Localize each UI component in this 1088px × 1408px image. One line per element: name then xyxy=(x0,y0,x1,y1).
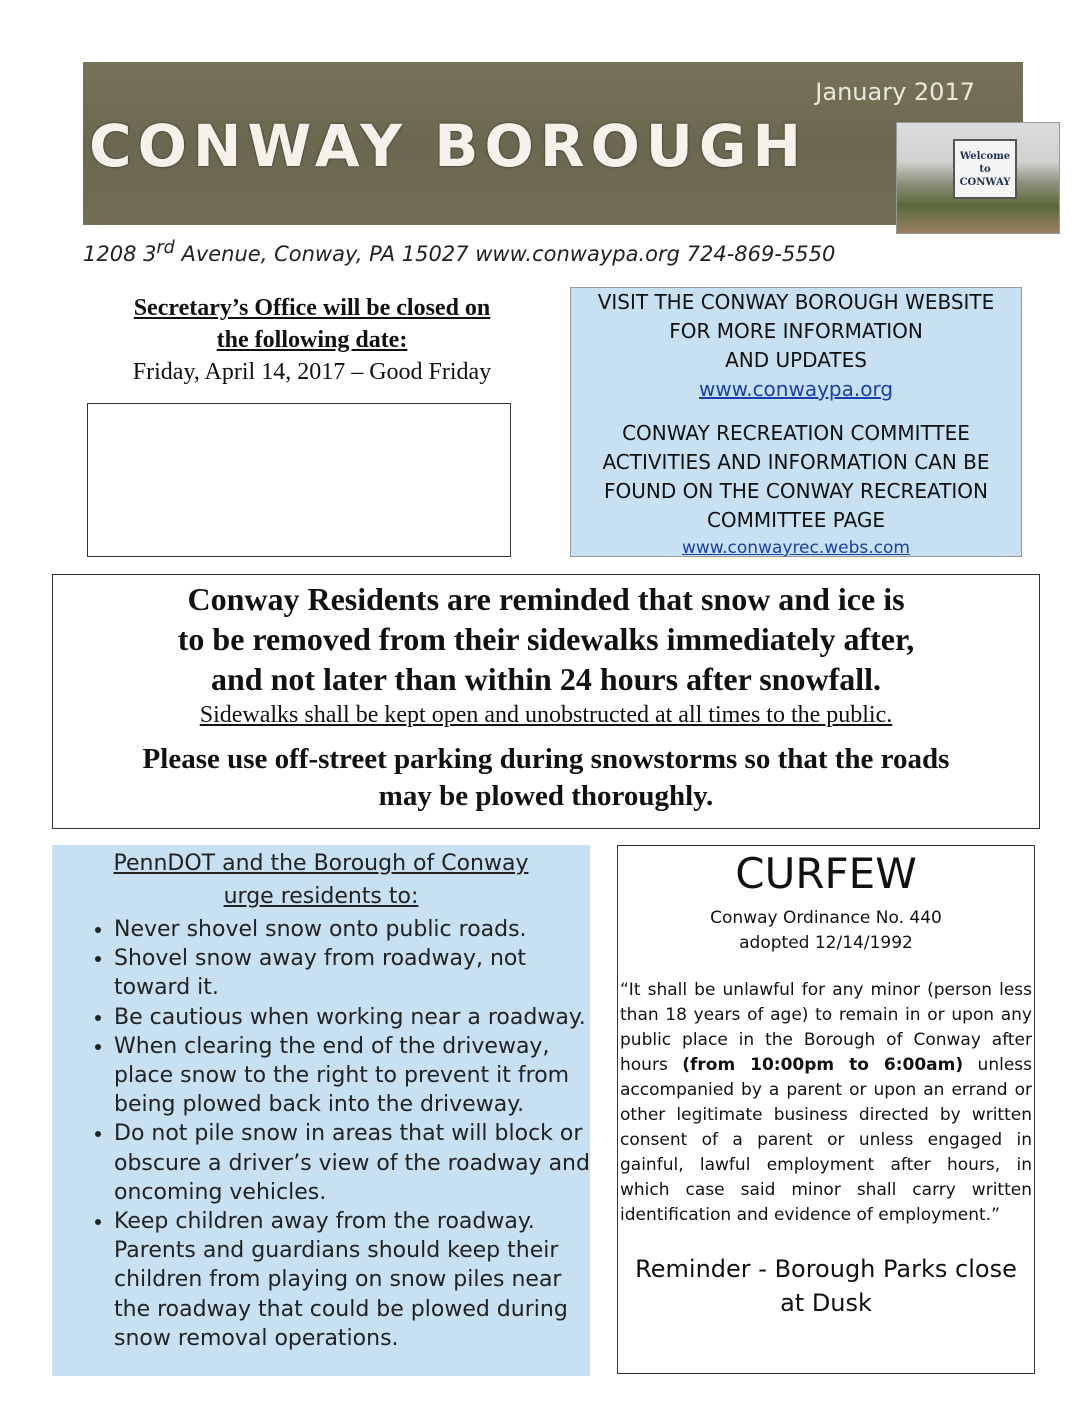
reminder-text: at Dusk xyxy=(780,1289,872,1317)
rec-text: COMMITTEE PAGE xyxy=(706,508,886,532)
list-item: • When clearing the end of the driveway, place snow to the right to prevent it from being plowed back into the driveway. xyxy=(114,1032,590,1120)
closure-date: Friday, April 14, 2017 – Good Friday xyxy=(132,359,492,385)
penndot-tips-box xyxy=(52,845,590,1376)
parking-text: may be plowed thoroughly. xyxy=(378,780,714,812)
curfew-quote xyxy=(620,978,1032,1228)
penndot-title xyxy=(52,845,590,913)
website-text: FOR MORE INFORMATION xyxy=(669,319,923,343)
address-number: 1208 3 xyxy=(83,242,157,266)
list-item: • Do not pile snow in areas that will block or obscure a driver’s view of the roadway and oncoming vehicles. xyxy=(114,1119,590,1207)
list-item: • Shovel snow away from roadway, not toward it. xyxy=(114,944,590,1002)
welcome-sign-photo xyxy=(896,122,1060,234)
curfew-hours: (from 10:00pm to 6:00am) xyxy=(682,1055,964,1075)
website-box xyxy=(570,287,1022,557)
address-contact: Avenue, Conway, PA 15027 www.conwaypa.org 724-869-5550 xyxy=(174,242,836,266)
website-text: AND UPDATES xyxy=(725,348,867,372)
borough-website-link[interactable]: www.conwaypa.org xyxy=(698,377,894,401)
penndot-title-line: PennDOT and the Borough of Conway xyxy=(113,851,529,876)
curfew-box xyxy=(617,845,1035,1374)
address-line xyxy=(83,238,835,266)
parking-text: Please use off-street parking during snowstorms so that the roads xyxy=(142,743,950,775)
penndot-title-line: urge residents to: xyxy=(223,884,419,909)
reminder-text: Reminder - Borough Parks close xyxy=(635,1255,1017,1283)
rec-text: FOUND ON THE CONWAY RECREATION xyxy=(604,479,988,503)
parks-reminder xyxy=(618,1252,1034,1320)
snow-text: Conway Residents are reminded that snow and ice is xyxy=(187,581,905,617)
curfew-title: CURFEW xyxy=(735,849,917,898)
office-closure-notice xyxy=(90,292,534,388)
snow-removal-notice xyxy=(52,574,1040,829)
rec-text: CONWAY RECREATION COMMITTEE xyxy=(622,421,970,445)
snow-text: and not later than within 24 hours after snowfall. xyxy=(211,661,881,697)
header-banner xyxy=(83,62,1023,225)
recreation-website-link[interactable]: www.conwayrec.webs.com xyxy=(681,538,910,558)
sidewalk-text: Sidewalks shall be kept open and unobstructed at all times to the public. xyxy=(199,702,893,728)
empty-box xyxy=(87,403,511,557)
welcome-sign: Welcome to CONWAY xyxy=(953,139,1017,199)
quote-text: “It shall be unlawful for any minor (person less than 18 years of age) to remain in or upon any public place in the Borough of Conway after hours xyxy=(620,980,1032,1075)
website-text: VISIT THE CONWAY BOROUGH WEBSITE xyxy=(597,290,995,314)
list-item: • Keep children away from the roadway. Parents and guardians should keep their children from playing on snow piles near the roadway that could be plowed during snow removal operations. xyxy=(114,1207,590,1353)
closure-heading: Secretary’s Office will be closed on xyxy=(133,295,491,321)
masthead-title: CONWAY BOROUGH xyxy=(89,112,808,180)
issue-date: January 2017 xyxy=(815,78,975,106)
ordinance-number: Conway Ordinance No. 440 xyxy=(710,908,942,928)
ordinance-date: adopted 12/14/1992 xyxy=(739,933,913,953)
closure-heading-2: the following date: xyxy=(216,327,408,353)
list-item: • Never shovel snow onto public roads. xyxy=(114,915,590,944)
ordinance-info xyxy=(618,906,1034,956)
address-suffix: rd xyxy=(156,238,175,258)
tips-list xyxy=(52,915,590,1353)
list-item: • Be cautious when working near a roadway. xyxy=(114,1003,590,1032)
quote-text: unless accompanied by a parent or upon an errand or other legitimate business directed by written consent of a parent or unless engaged in gainful, lawful employment after hours, in which case said minor shall carry written identification and evidence of employment.” xyxy=(620,1055,1032,1225)
rec-text: ACTIVITIES AND INFORMATION CAN BE xyxy=(602,450,990,474)
snow-text: to be removed from their sidewalks immediately after, xyxy=(177,621,915,657)
